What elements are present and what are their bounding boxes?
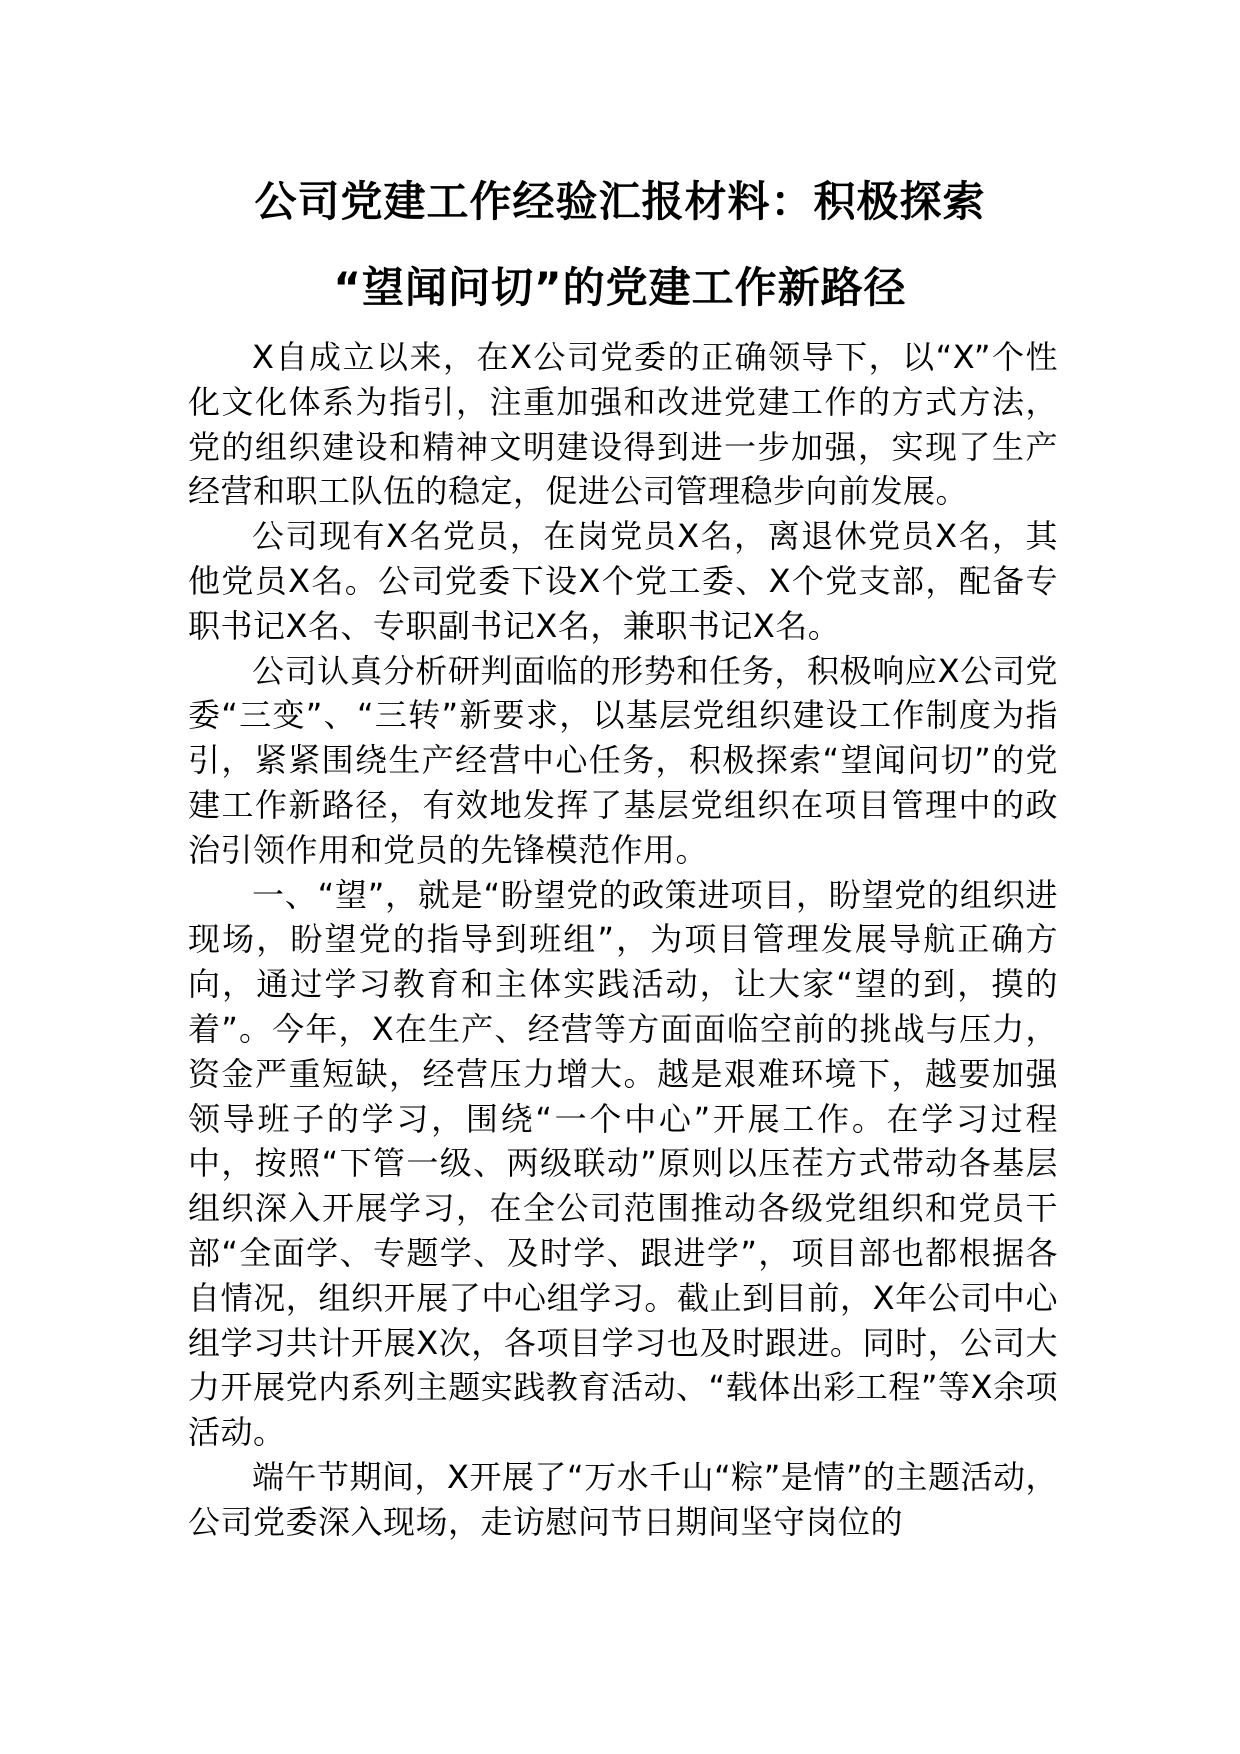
document-title-line-2: “望闻问切”的党建工作新路径 [333,263,907,312]
paragraph-members: 公司现有X名党员，在岗党员X名，离退休党员X名，其他党员X名。公司党委下设X个党工委、X个党支部，配备专职书记X名、专职副书记X名，兼职书记X名。 [188,517,1058,645]
paragraph-section-wang: 一、“望”，就是“盼望党的政策进项目，盼望党的组织进现场，盼望党的指导到班组”，为项目管理发展导航正确方向，通过学习教育和主体实践活动，让大家“望的到，摸的着”。今年，X在生产、经营等方面面临空前的挑战与压力，资金严重短缺，经营压力增大。越是艰难环境下，越要加强领导班子的学习，围绕“一个中心”开展工作。在学习过程中，按照“下管一级、两级联动”原则以压茬方式带动各基层组织深入开展学习，在全公司范围推动各级党组织和党员干部“全面学、专题学、及时学、跟进学”，项目部也都根据各自情况，组织开展了中心组学习。截止到目前，X年公司中心组学习共计开展X次，各项目学习也及时跟进。同时，公司大力开展党内系列主题实践教育活动、“载体出彩工程”等X余项活动。 [188,875,1058,1452]
paragraph-dragon-boat: 端午节期间，X开展了“万水千山“粽”是情”的主题活动，公司党委深入现场，走访慰问节日期间坚守岗位的 [188,1457,1058,1541]
document-title-line-1: 公司党建工作经验汇报材料：积极探索 [254,177,986,226]
paragraph-overview: 公司认真分析研判面临的形势和任务，积极响应X公司党委“三变”、“三转”新要求，以基层党组织建设工作制度为指引，紧紧围绕生产经营中心任务，积极探索“望闻问切”的党建工作新路径，有效地发挥了基层党组织在项目管理中的政治引领作用和党员的先锋模范作用。 [188,651,1058,869]
paragraph-intro: X自成立以来，在X公司党委的正确领导下，以“X”个性化文化体系为指引，注重加强和改进党建工作的方式方法，党的组织建设和精神文明建设得到进一步加强，实现了生产经营和职工队伍的稳定，促进公司管理稳步向前发展。 [188,338,1058,511]
document-body [188,335,1058,1545]
